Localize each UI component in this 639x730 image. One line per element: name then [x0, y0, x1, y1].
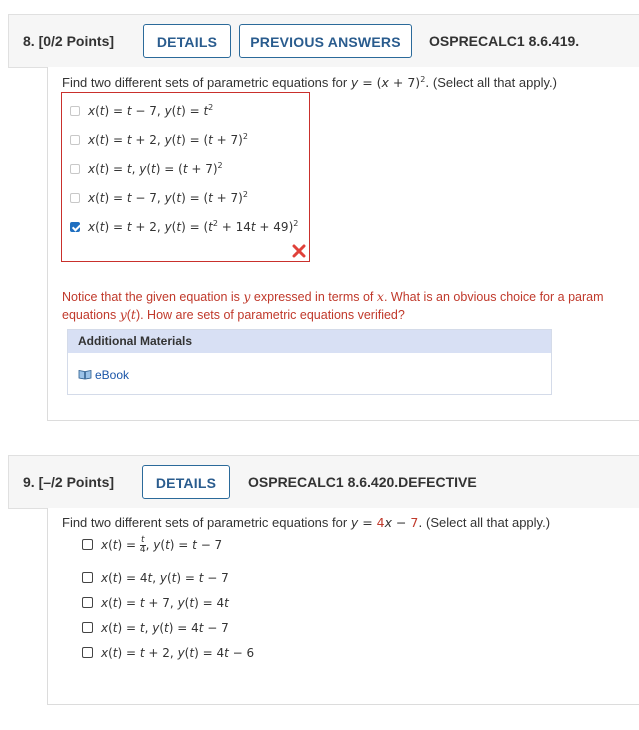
option-label: x(t) = t + 7, y(t) = 4t — [101, 596, 229, 610]
option-label: x(t) = t − 7, $y(t) = t^2$ — [88, 103, 214, 118]
question-9-header — [8, 455, 639, 509]
question-prompt: Find two different sets of parametric equations for y = 4x − 7. (Select all that apply.) — [62, 515, 551, 530]
details-button[interactable]: DETAILS — [143, 24, 231, 58]
checkbox[interactable] — [70, 106, 80, 116]
option-1[interactable] — [70, 102, 213, 120]
checkbox[interactable] — [82, 572, 93, 583]
incorrect-x-icon — [292, 244, 306, 258]
details-button[interactable]: DETAILS — [142, 465, 230, 499]
option-3[interactable] — [82, 594, 229, 612]
option-label: x(t) = 4t, y(t) = t − 7 — [101, 571, 229, 585]
option-5[interactable] — [70, 218, 298, 236]
option-5[interactable] — [82, 644, 254, 662]
question-code: OSPRECALC1 8.6.419. — [429, 33, 580, 49]
option-label: x(t) = $\frac{t}{4}$ , y(t) = t − 7 — [101, 535, 223, 555]
option-label: x(t) = t + 2, y(t) = 4t − 6 — [101, 646, 255, 660]
option-label: x(t) = t − 7, $y(t) = (t + 7)^2$ — [88, 190, 248, 205]
question-9-number: 9. [–/2 Points] — [23, 474, 115, 490]
checkbox[interactable] — [82, 597, 93, 608]
checkbox[interactable] — [70, 135, 80, 145]
question-8-header — [8, 14, 639, 68]
option-1[interactable] — [82, 536, 222, 554]
book-icon — [78, 369, 92, 380]
option-label: x(t) = t + 2, $y(t) = (t + 7)^2$ — [88, 132, 248, 147]
checkbox[interactable] — [70, 193, 80, 203]
option-3[interactable] — [70, 160, 223, 178]
option-label: x(t) = t, $y(t) = (t + 7)^2$ — [88, 161, 223, 176]
option-4[interactable] — [70, 189, 248, 207]
question-code: OSPRECALC1 8.6.420.DEFECTIVE — [248, 474, 477, 490]
checkbox[interactable] — [82, 539, 93, 550]
option-2[interactable] — [82, 569, 229, 587]
ebook-link[interactable]: eBook — [78, 368, 129, 382]
option-2[interactable] — [70, 131, 248, 149]
option-4[interactable] — [82, 619, 229, 637]
previous-answers-button[interactable]: PREVIOUS ANSWERS — [239, 24, 412, 58]
checkbox[interactable] — [70, 164, 80, 174]
checkbox-checked[interactable] — [70, 222, 80, 232]
option-label: x(t) = t + 2, $y(t) = (t^2 + 14t + 49)^2$ — [88, 219, 299, 234]
checkbox[interactable] — [82, 622, 93, 633]
given-equation: $y = (x + 7)^2$. — [350, 75, 430, 90]
hint-line-1: Notice that the given equation is y expressed in terms of x. What is an obvious choice for a param — [62, 289, 604, 304]
given-equation: y = 4x − 7. — [350, 515, 423, 530]
question-prompt: Find two different sets of parametric equations for $y = (x + 7)^2$. (Select all that apply.) — [62, 75, 557, 90]
additional-materials-title: Additional Materials — [68, 330, 551, 353]
question-8-number: 8. [0/2 Points] — [23, 33, 115, 49]
checkbox[interactable] — [82, 647, 93, 658]
additional-materials-panel — [67, 329, 552, 395]
option-label: x(t) = t, y(t) = 4t − 7 — [101, 621, 229, 635]
hint-line-2: equations y(t). How are sets of parametric equations verified? — [62, 307, 405, 322]
